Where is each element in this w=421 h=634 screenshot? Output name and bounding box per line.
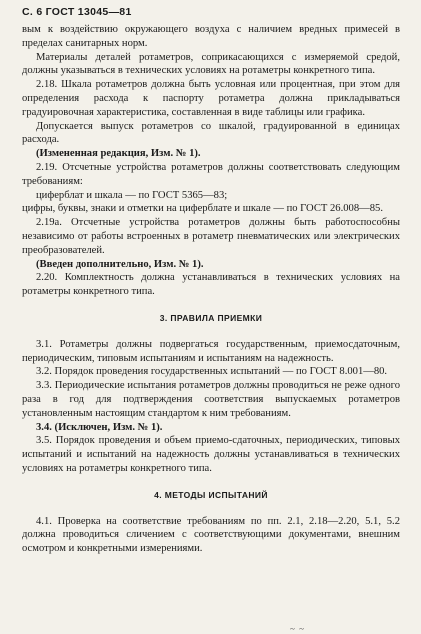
paragraph: Допускается выпуск ротаметров со шкалой, градуированной в единицах расхода. [22,120,400,146]
amendment-note: (Измененная редакция, Изм. № 1). [36,148,201,160]
amendment-note: (Введен дополнительно, Изм. № 1). [36,258,204,270]
paragraph: 2.19а. Отсчетные устройства ротаметров должны быть работоспособны независимо от работы встроенных в ротаметр пневматических или электрических преобразователей. [22,217,400,256]
page-header: С. 6 ГОСТ 13045—81 [22,6,132,18]
paragraph: 2.19. Отсчетные устройства ротаметров должны соответствовать следующим требованиям: [22,161,400,187]
footer-mark: ~ ~ [290,624,305,634]
paragraph: Материалы деталей ротаметров, соприкасающихся с измеряемой средой, должны указываться в технических условиях на ротаметры конкретного типа. [22,51,400,77]
paragraph: 3.5. Порядок проведения и объем приемо-сдаточных, периодических, типовых испытаний и испытаний на надежность должны устанавливаться в технических условиях на ротаметры конкретного типа. [22,435,400,474]
section-heading: 3. ПРАВИЛА ПРИЕМКИ [159,312,263,323]
paragraph: 3.1. Ротаметры должны подвергаться государственным, приемосдаточным, периодическим, типовым испытаниям и испытаниям на надежность. [22,338,400,364]
paragraph: циферблат и шкала — по ГОСТ 5365—83; [36,189,228,201]
paragraph: 2.18. Шкала ротаметров должна быть условная или процентная, при этом для определения расхода к паспорту ротаметра должна прикладываться градуировочная характеристика, составленная в виде таблицы или графика. [22,79,400,118]
amendment-note: 3.4. (Исключен, Изм. № 1). [36,421,163,433]
paragraph: 2.20. Комплектность должна устанавливаться в технических условиях на ротаметры конкретного типа. [22,272,400,298]
paragraph: вым к воздействию окружающего воздуха с наличием вредных примесей в пределах санитарных норм. [22,24,400,49]
document-body [22,23,400,556]
paragraph: цифры, буквы, знаки и отметки на циферблате и шкале — по ГОСТ 26.008—85. [22,203,383,215]
section-heading: 4. МЕТОДЫ ИСПЫТАНИЙ [154,489,268,500]
paragraph: 3.2. Порядок проведения государственных испытаний — по ГОСТ 8.001—80. [36,366,388,378]
paragraph: 4.1. Проверка на соответствие требованиям по пп. 2.1, 2.18—2.20, 5.1, 5.2 должна проводиться сличением с соответствующими документами, внешним осмотром и конкретными измерениями. [22,515,400,555]
paragraph: 3.3. Периодические испытания ротаметров должны проводиться не реже одного раза в год для подтверждения соответствия выпускаемых ротаметров установленным настоящим стандартом к ним требованиям. [22,380,400,419]
